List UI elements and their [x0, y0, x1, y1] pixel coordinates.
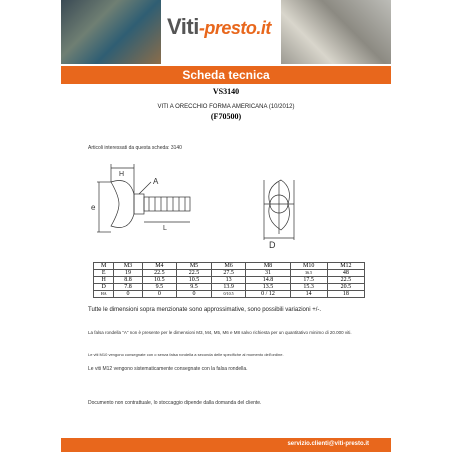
- table-cell: 0: [177, 291, 212, 298]
- table-cell: 22.5: [142, 270, 177, 277]
- label-D: D: [269, 240, 276, 250]
- table-cell: 48: [327, 270, 364, 277]
- row-header-cell: M: [94, 263, 114, 270]
- table-cell: 18: [327, 291, 364, 298]
- articles-line: Articoli interessati da questa scheda: 3140: [88, 145, 182, 151]
- table-cell: 14: [290, 291, 327, 298]
- label-e: e: [91, 203, 96, 212]
- table-cell: 13.9: [211, 284, 246, 291]
- header-banner: [61, 0, 391, 64]
- product-subtitle: VITI A ORECCHIO FORMA AMERICANA (10/2012): [157, 104, 295, 110]
- table-cell: 14.8: [246, 277, 290, 284]
- table-cell: M3: [114, 263, 142, 270]
- table-cell: 27.5: [211, 270, 246, 277]
- table-cell: 0 / 12: [246, 291, 290, 298]
- table-cell: 10.5: [177, 277, 212, 284]
- label-H: H: [119, 171, 125, 178]
- row-header-cell: H: [94, 277, 114, 284]
- table-cell: 20.5: [327, 284, 364, 291]
- table-row: [94, 270, 365, 277]
- table-cell: 9.5: [177, 284, 212, 291]
- product-subcode: (F70500): [210, 112, 242, 121]
- table-cell: M8: [246, 263, 290, 270]
- disclaimer-note: Documento non contrattuale, lo stoccaggio dipende dalla domanda del cliente.: [88, 400, 262, 406]
- table-row: [94, 277, 365, 284]
- washer-note: La falsa rondella "A" non è presente per le dimensioni M3, M4, M5, M6 e M8 salvo richiesta per un quantitativo minimo di 20.000 viti.: [88, 330, 352, 335]
- table-cell: M12: [327, 263, 364, 270]
- footer-email[interactable]: servizio.clienti@viti-presto.it: [287, 441, 369, 447]
- table-cell: 31: [246, 270, 290, 277]
- table-cell: M4: [142, 263, 177, 270]
- label-A: A: [153, 177, 159, 186]
- row-header-cell: D: [94, 284, 114, 291]
- screws-photo: [281, 0, 391, 64]
- row-header-cell: E: [94, 270, 114, 277]
- table-row: [94, 263, 365, 270]
- label-L: L: [163, 225, 167, 232]
- sheet-title: Scheda tecnica: [182, 68, 270, 82]
- table-cell: 0: [142, 291, 177, 298]
- brand-logo: [167, 14, 271, 40]
- dimensions-table: [93, 262, 365, 298]
- m10-note: Le viti M10 vengono consegnate con o senza falsa rondella a seconda delle specifiche al momento dell'ordine.: [88, 352, 284, 357]
- table-cell: 13.5: [246, 284, 290, 291]
- table-cell: 36.5: [290, 270, 327, 277]
- table-cell: 13: [211, 277, 246, 284]
- table-cell: 9.5: [142, 284, 177, 291]
- product-code: VS3140: [212, 87, 240, 96]
- logo-main: Viti: [167, 14, 199, 39]
- approximation-note: Tutte le dimensioni sopra menzionate sono approssimative, sono possibili variazioni +/-.: [88, 307, 322, 313]
- table-cell: 15.3: [290, 284, 327, 291]
- wing-left-outline: [111, 181, 134, 228]
- logo-accent: -presto.it: [198, 18, 271, 38]
- table-cell: 22.5: [177, 270, 212, 277]
- table-cell: 0: [114, 291, 142, 298]
- table-cell: 10.5: [142, 277, 177, 284]
- tools-photo: [61, 0, 161, 64]
- washer-outline: [134, 194, 144, 214]
- table-cell: 19: [114, 270, 142, 277]
- table-cell: M5: [177, 263, 212, 270]
- m12-note: Le viti M12 vengono sistematicamente consegnate con la falsa rondella.: [88, 366, 248, 372]
- table-cell: M6: [211, 263, 246, 270]
- table-row: [94, 284, 365, 291]
- table-cell: 0/10.5: [211, 291, 246, 298]
- row-header-cell: HA: [94, 291, 114, 298]
- table-cell: 17.5: [290, 277, 327, 284]
- table-row: [94, 291, 365, 298]
- table-cell: 8.8: [114, 277, 142, 284]
- table-cell: M10: [290, 263, 327, 270]
- table-cell: 22.5: [327, 277, 364, 284]
- wing-screw-drawing: [89, 152, 339, 252]
- table-cell: 7.8: [114, 284, 142, 291]
- technical-sheet-page: [61, 0, 391, 452]
